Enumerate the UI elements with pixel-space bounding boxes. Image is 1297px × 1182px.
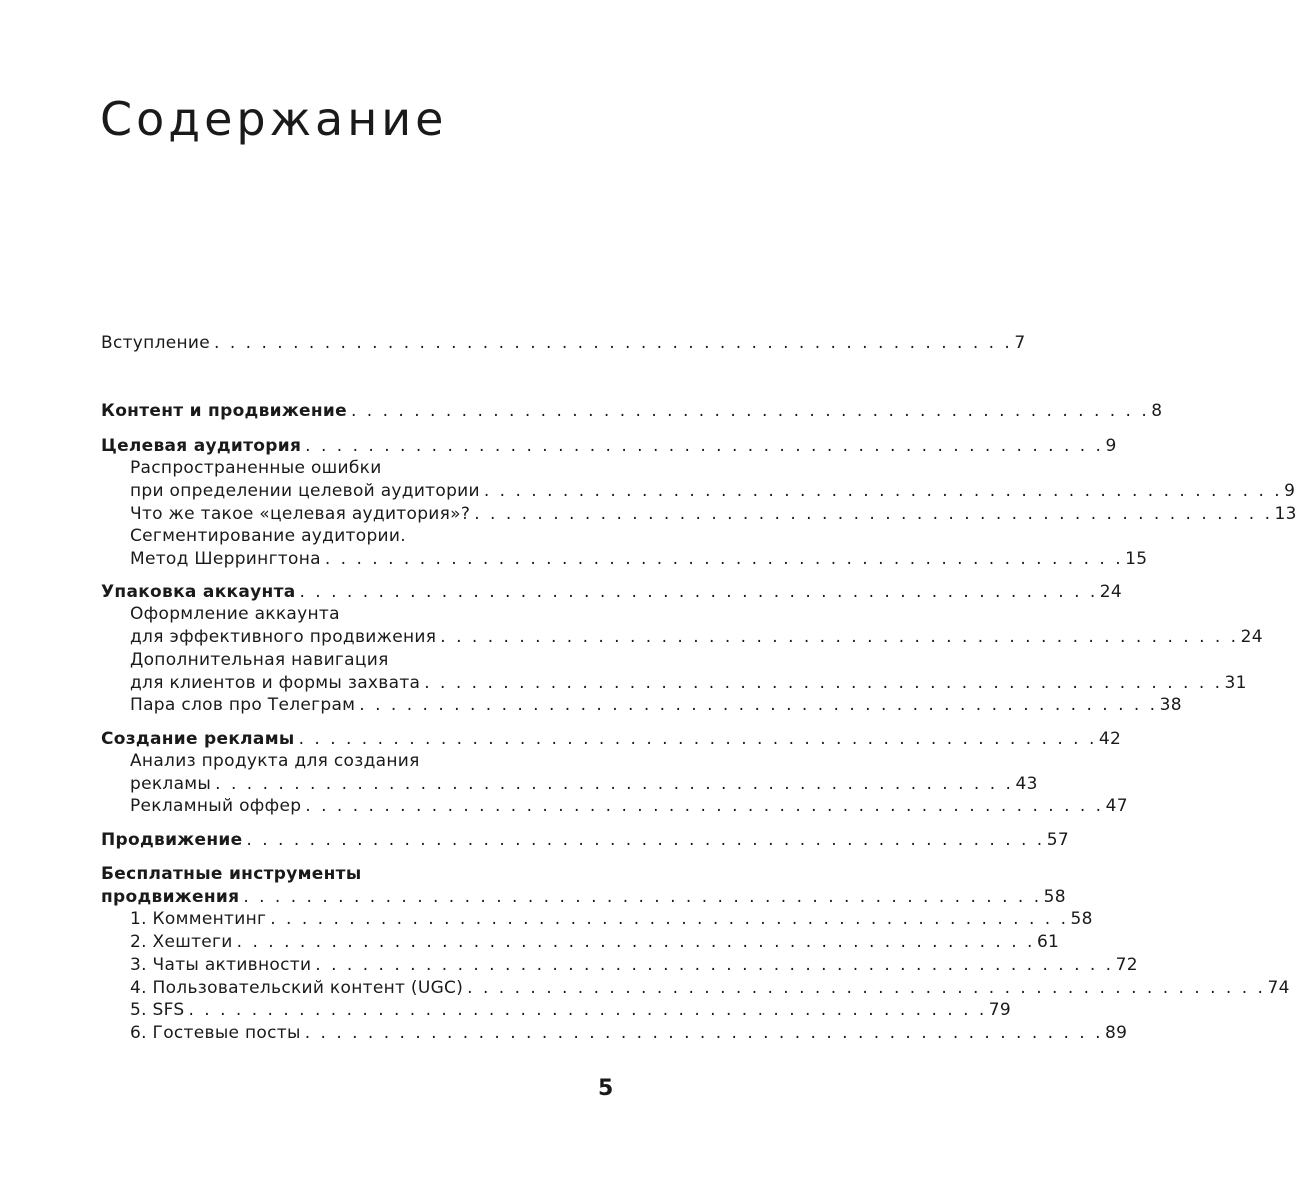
toc-entry[interactable]: 5. SFS . . . . . . . . . . . . . . . . . . . . . . . . . . . . . . . . . . . . . . . . . . . . . . . . . . . 79	[130, 1000, 1012, 1020]
toc-section[interactable]: Продвижение . . . . . . . . . . . . . . . . . . . . . . . . . . . . . . . . . . . . . . . . . . . . . . . . . . . 57	[101, 830, 1069, 850]
toc-section[interactable]: Контент и продвижение . . . . . . . . . . . . . . . . . . . . . . . . . . . . . . . . . . . . . . . . . . . . . . . . . . . 8	[101, 401, 1163, 421]
toc-entry[interactable]: 2. Хештеги . . . . . . . . . . . . . . . . . . . . . . . . . . . . . . . . . . . . . . . . . . . . . . . . . . . 61	[130, 932, 1060, 952]
toc-section[interactable]: Бесплатные инструменты	[101, 864, 362, 884]
toc-entry[interactable]: для клиентов и формы захвата . . . . . . . . . . . . . . . . . . . . . . . . . . . . . . . . . . . . . . . . . . . . . . . . . . . 31	[130, 673, 1247, 693]
toc-entry[interactable]: Сегментирование аудитории.	[130, 526, 406, 546]
toc-entry[interactable]: Рекламный оффер . . . . . . . . . . . . . . . . . . . . . . . . . . . . . . . . . . . . . . . . . . . . . . . . . . . 47	[130, 796, 1128, 816]
page-number: 5	[598, 1076, 614, 1101]
toc-entry[interactable]: 6. Гостевые посты . . . . . . . . . . . . . . . . . . . . . . . . . . . . . . . . . . . . . . . . . . . . . . . . . . . 89	[130, 1023, 1128, 1043]
toc-entry[interactable]: рекламы . . . . . . . . . . . . . . . . . . . . . . . . . . . . . . . . . . . . . . . . . . . . . . . . . . . 43	[130, 774, 1038, 794]
toc-entry[interactable]: Что же такое «целевая аудитория»? . . . . . . . . . . . . . . . . . . . . . . . . . . . . . . . . . . . . . . . . . . . . . . . . . . . 13	[130, 504, 1297, 524]
toc-entry[interactable]: Анализ продукта для создания	[130, 751, 420, 771]
toc-entry[interactable]: Распространенные ошибки	[130, 458, 382, 478]
toc-section[interactable]: Целевая аудитория . . . . . . . . . . . . . . . . . . . . . . . . . . . . . . . . . . . . . . . . . . . . . . . . . . . 9	[101, 436, 1117, 456]
toc-entry[interactable]: для эффективного продвижения . . . . . . . . . . . . . . . . . . . . . . . . . . . . . . . . . . . . . . . . . . . . . . . . . . . 24	[130, 627, 1263, 647]
toc-section[interactable]: продвижения . . . . . . . . . . . . . . . . . . . . . . . . . . . . . . . . . . . . . . . . . . . . . . . . . . . 58	[101, 887, 1066, 907]
toc-entry[interactable]: 1. Комментинг . . . . . . . . . . . . . . . . . . . . . . . . . . . . . . . . . . . . . . . . . . . . . . . . . . . 58	[130, 909, 1093, 929]
toc-entry[interactable]: Вступление . . . . . . . . . . . . . . . . . . . . . . . . . . . . . . . . . . . . . . . . . . . . . . . . . . . 7	[101, 333, 1026, 353]
toc-entry[interactable]: при определении целевой аудитории . . . . . . . . . . . . . . . . . . . . . . . . . . . . . . . . . . . . . . . . . . . . . . . . . . . 9	[130, 481, 1296, 501]
toc-entry[interactable]: Оформление аккаунта	[130, 604, 340, 624]
toc-entry[interactable]: 4. Пользовательский контент (UGC) . . . . . . . . . . . . . . . . . . . . . . . . . . . . . . . . . . . . . . . . . . . . . . . . . . . 74	[130, 978, 1290, 998]
toc-entry[interactable]: Метод Шеррингтона . . . . . . . . . . . . . . . . . . . . . . . . . . . . . . . . . . . . . . . . . . . . . . . . . . . 15	[130, 549, 1148, 569]
toc-section[interactable]: Упаковка аккаунта . . . . . . . . . . . . . . . . . . . . . . . . . . . . . . . . . . . . . . . . . . . . . . . . . . . 24	[101, 582, 1123, 602]
toc-entry[interactable]: Дополнительная навигация	[130, 650, 389, 670]
toc-entry[interactable]: Пара слов про Телеграм . . . . . . . . . . . . . . . . . . . . . . . . . . . . . . . . . . . . . . . . . . . . . . . . . . . 38	[130, 695, 1182, 715]
toc-entry[interactable]: 3. Чаты активности . . . . . . . . . . . . . . . . . . . . . . . . . . . . . . . . . . . . . . . . . . . . . . . . . . . 72	[130, 955, 1138, 975]
toc-section[interactable]: Создание рекламы . . . . . . . . . . . . . . . . . . . . . . . . . . . . . . . . . . . . . . . . . . . . . . . . . . . 42	[101, 729, 1122, 749]
page-title: Содержание	[100, 92, 448, 146]
